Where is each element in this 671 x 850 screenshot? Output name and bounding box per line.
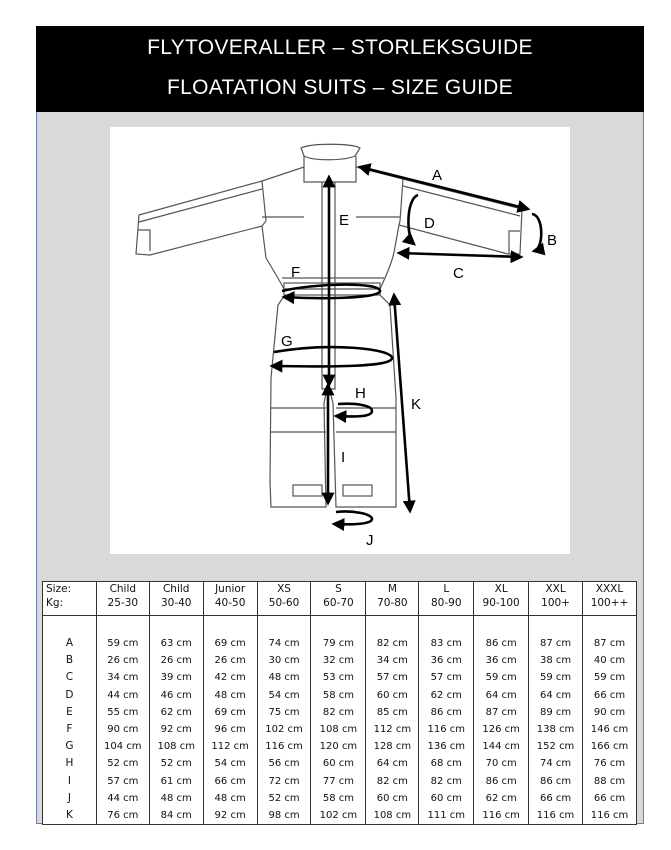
size-column-header: Child 30-40 bbox=[149, 582, 203, 616]
measurement-value: 116 cm bbox=[482, 809, 520, 821]
measure-labels bbox=[43, 616, 97, 825]
measurement-value: 120 cm bbox=[319, 741, 358, 753]
title-norwegian: FLYTOVERALLER – STORLEKSGUIDE bbox=[147, 36, 533, 59]
suit-diagram-svg bbox=[110, 127, 570, 554]
measurement-value: 39 cm bbox=[160, 672, 192, 684]
measurement-value: 87 cm bbox=[593, 638, 626, 649]
measurement-value: 58 cm bbox=[322, 792, 355, 804]
measurement-value: 116 cm bbox=[590, 809, 629, 821]
measurement-value: 146 cm bbox=[590, 723, 629, 735]
measurement-value: 90 cm bbox=[593, 706, 626, 718]
measurement-value: 82 cm bbox=[376, 775, 408, 787]
measurement-value: 48 cm bbox=[160, 792, 192, 804]
measurement-value: 66 cm bbox=[593, 689, 626, 701]
measurement-value: 108 cm bbox=[319, 723, 358, 735]
size-column-header: Junior 40-50 bbox=[203, 582, 257, 616]
measurement-value: 60 cm bbox=[430, 792, 462, 804]
title-english: FLOATATION SUITS – SIZE GUIDE bbox=[167, 76, 513, 99]
measurement-value: 66 cm bbox=[593, 792, 626, 804]
measurement-value: 136 cm bbox=[427, 741, 465, 753]
measurement-value: 64 cm bbox=[485, 689, 517, 701]
measurement-value: 34 cm bbox=[107, 672, 139, 684]
size-column-header: L 80-90 bbox=[419, 582, 474, 616]
size-column-header: XL 90-100 bbox=[474, 582, 529, 616]
label-g: G bbox=[281, 333, 293, 350]
size-row-label: Size: bbox=[46, 583, 72, 595]
measurement-value: 82 cm bbox=[430, 775, 462, 787]
measurement-value: 30 cm bbox=[268, 655, 300, 667]
measure-label: E bbox=[66, 705, 73, 718]
measure-label: D bbox=[65, 688, 74, 701]
measurement-value: 26 cm bbox=[160, 655, 192, 667]
measurement-value: 108 cm bbox=[373, 809, 412, 821]
label-b: B bbox=[547, 232, 558, 249]
measurement-value: 77 cm bbox=[322, 775, 355, 787]
measurement-arrows bbox=[272, 167, 541, 524]
measurement-value: 86 cm bbox=[539, 775, 572, 787]
measurement-value: 60 cm bbox=[376, 792, 408, 804]
measurement-value: 112 cm bbox=[211, 741, 249, 753]
label-a: A bbox=[432, 167, 443, 184]
measurement-value: 92 cm bbox=[214, 809, 246, 821]
measurement-value: 72 cm bbox=[268, 775, 300, 787]
measurement-value: 83 cm bbox=[430, 638, 462, 649]
measurement-value: 82 cm bbox=[376, 638, 408, 649]
size-column-header: Child 25-30 bbox=[96, 582, 149, 616]
measurement-value: 86 cm bbox=[430, 706, 462, 718]
measurement-value: 66 cm bbox=[539, 792, 572, 804]
measure-label: A bbox=[65, 637, 74, 649]
label-e: E bbox=[339, 212, 350, 229]
measurement-value: 63 cm bbox=[160, 638, 192, 649]
measure-label: H bbox=[65, 757, 74, 770]
kg-row-label: Kg: bbox=[46, 597, 64, 609]
measurement-value: 52 cm bbox=[160, 758, 192, 770]
measurement-value: 62 cm bbox=[430, 689, 462, 701]
measurement-value: 34 cm bbox=[376, 655, 408, 667]
measurement-value: 86 cm bbox=[485, 775, 517, 787]
header-labels bbox=[43, 582, 97, 616]
label-j: J bbox=[366, 532, 374, 549]
measurement-value: 84 cm bbox=[160, 809, 192, 821]
size-values-column bbox=[96, 616, 149, 825]
measure-label: G bbox=[65, 740, 74, 753]
size-values-column bbox=[311, 616, 366, 825]
measurement-value: 87 cm bbox=[485, 706, 517, 718]
measurement-value: 92 cm bbox=[160, 723, 192, 735]
measurement-value: 36 cm bbox=[430, 655, 462, 667]
measurement-value: 116 cm bbox=[427, 723, 465, 735]
measurement-value: 59 cm bbox=[593, 672, 626, 684]
measure-label: K bbox=[65, 808, 73, 821]
measurement-value: 102 cm bbox=[265, 723, 303, 735]
measurement-value: 44 cm bbox=[107, 792, 139, 804]
measurement-value: 85 cm bbox=[376, 706, 408, 718]
measurement-value: 54 cm bbox=[268, 689, 300, 701]
size-table bbox=[42, 581, 637, 825]
size-column-header: XXXL 100++ bbox=[583, 582, 637, 616]
measurement-value: 86 cm bbox=[485, 638, 517, 649]
size-column-header: XXL 100+ bbox=[529, 582, 583, 616]
measurement-value: 32 cm bbox=[322, 655, 355, 667]
measurement-value: 96 cm bbox=[214, 723, 246, 735]
measure-label: I bbox=[67, 774, 71, 787]
measurement-value: 48 cm bbox=[214, 792, 246, 804]
measurement-value: 102 cm bbox=[319, 809, 358, 821]
measure-label: C bbox=[65, 671, 74, 684]
measure-label: B bbox=[65, 654, 74, 667]
measurement-value: 87 cm bbox=[539, 638, 572, 649]
measurement-value: 126 cm bbox=[482, 723, 520, 735]
measurement-value: 116 cm bbox=[536, 809, 575, 821]
measurement-value: 62 cm bbox=[485, 792, 517, 804]
measurement-value: 138 cm bbox=[536, 723, 575, 735]
measurement-value: 57 cm bbox=[107, 775, 139, 787]
measure-label: F bbox=[66, 722, 73, 735]
measurement-value: 69 cm bbox=[214, 706, 246, 718]
measurement-value: 59 cm bbox=[539, 672, 572, 684]
label-f: F bbox=[291, 264, 301, 281]
measurement-value: 89 cm bbox=[539, 706, 572, 718]
measurement-value: 60 cm bbox=[376, 689, 408, 701]
measurement-value: 111 cm bbox=[427, 809, 465, 821]
measurement-value: 74 cm bbox=[539, 758, 572, 770]
measure-label: J bbox=[67, 791, 71, 804]
measurement-value: 26 cm bbox=[214, 655, 246, 667]
measurement-value: 98 cm bbox=[268, 809, 300, 821]
size-values-column bbox=[203, 616, 257, 825]
measurement-value: 58 cm bbox=[322, 689, 355, 701]
measurement-value: 52 cm bbox=[107, 758, 139, 770]
measurement-value: 52 cm bbox=[268, 792, 300, 804]
measurement-value: 88 cm bbox=[593, 775, 626, 787]
measurement-value: 36 cm bbox=[485, 655, 517, 667]
measurement-value: 59 cm bbox=[107, 638, 139, 649]
measurement-value: 75 cm bbox=[268, 706, 300, 718]
size-values-column bbox=[583, 616, 637, 825]
measurement-value: 57 cm bbox=[430, 672, 462, 684]
measurement-value: 82 cm bbox=[322, 706, 355, 718]
measurement-value: 104 cm bbox=[104, 741, 142, 753]
size-values-column bbox=[529, 616, 583, 825]
measurement-value: 40 cm bbox=[593, 655, 626, 667]
measurement-value: 128 cm bbox=[373, 741, 412, 753]
measurement-value: 116 cm bbox=[265, 741, 303, 753]
size-column-header: M 70-80 bbox=[366, 582, 419, 616]
measurement-value: 144 cm bbox=[482, 741, 520, 753]
size-values-column bbox=[474, 616, 529, 825]
size-values-column bbox=[257, 616, 311, 825]
measurement-value: 62 cm bbox=[160, 706, 192, 718]
measurement-value: 76 cm bbox=[107, 809, 139, 821]
measurement-value: 46 cm bbox=[160, 689, 192, 701]
label-i: I bbox=[341, 449, 346, 466]
measurement-value: 70 cm bbox=[485, 758, 517, 770]
label-h: H bbox=[355, 385, 366, 402]
measurement-value: 68 cm bbox=[430, 758, 462, 770]
measurement-value: 108 cm bbox=[157, 741, 195, 753]
size-values-column bbox=[366, 616, 419, 825]
measurement-value: 48 cm bbox=[268, 672, 300, 684]
size-values-column bbox=[419, 616, 474, 825]
measurement-value: 38 cm bbox=[539, 655, 572, 667]
measurement-value: 60 cm bbox=[322, 758, 355, 770]
measurement-value: 152 cm bbox=[536, 741, 575, 753]
measurement-value: 57 cm bbox=[376, 672, 408, 684]
measurement-value: 90 cm bbox=[107, 723, 139, 735]
measurement-value: 54 cm bbox=[214, 758, 246, 770]
measurement-value: 112 cm bbox=[373, 723, 412, 735]
suit-diagram bbox=[110, 127, 570, 554]
measurement-value: 64 cm bbox=[539, 689, 572, 701]
measurement-value: 76 cm bbox=[593, 758, 626, 770]
measurement-value: 42 cm bbox=[214, 672, 246, 684]
size-column-header: S 60-70 bbox=[311, 582, 366, 616]
measurement-value: 26 cm bbox=[107, 655, 139, 667]
measurement-value: 74 cm bbox=[268, 638, 300, 649]
measurement-value: 44 cm bbox=[107, 689, 139, 701]
measurement-value: 59 cm bbox=[485, 672, 517, 684]
measurement-value: 79 cm bbox=[322, 638, 355, 649]
measurement-value: 166 cm bbox=[590, 741, 629, 753]
label-k: K bbox=[411, 396, 422, 413]
size-column-header: XS 50-60 bbox=[257, 582, 311, 616]
measurement-value: 53 cm bbox=[322, 672, 355, 684]
measurement-value: 55 cm bbox=[107, 706, 139, 718]
title-banner bbox=[36, 26, 644, 112]
measurement-value: 61 cm bbox=[160, 775, 192, 787]
measurement-value: 56 cm bbox=[268, 758, 300, 770]
measurement-value: 48 cm bbox=[214, 689, 246, 701]
label-c: C bbox=[453, 265, 464, 282]
size-values-column bbox=[149, 616, 203, 825]
measurement-value: 66 cm bbox=[214, 775, 246, 787]
measurement-value: 69 cm bbox=[214, 638, 246, 649]
label-d: D bbox=[424, 215, 435, 232]
measurement-value: 64 cm bbox=[376, 758, 408, 770]
